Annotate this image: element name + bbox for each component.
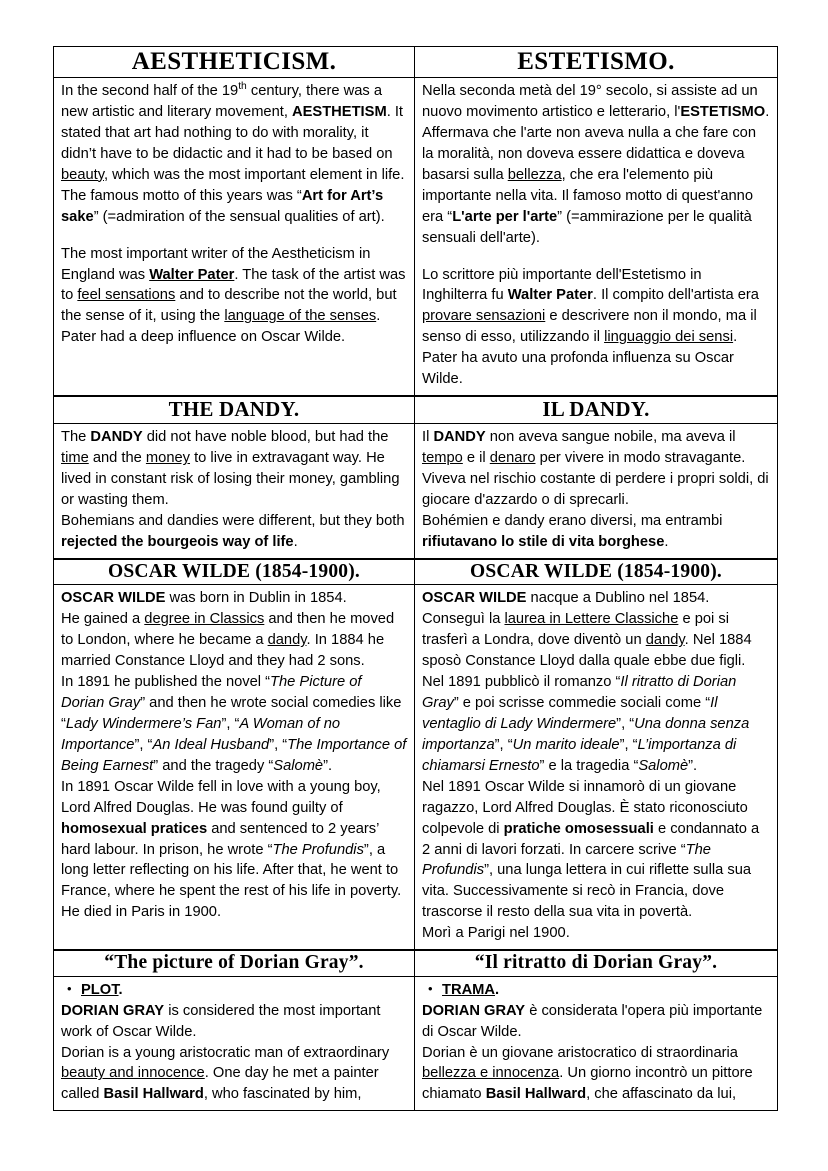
body-cell-oscar-wilde-it [415,585,778,950]
section-title-aestheticism-en: AESTHETICISM. [131,48,337,75]
bold-run: OSCAR WILDE [61,590,166,607]
underline-run: degree in Classics [144,611,265,628]
text-run: The [61,429,91,446]
section-title-dorian-gray-it: “Il ritratto di Dorian Gray”. [474,952,718,974]
underline-run: denaro [489,450,536,467]
text-run: ” and then he wrote social comedies like “ [61,694,402,732]
text-run: and sentenced to 2 years’ hard labour. In prison, he wrote “ [61,820,379,858]
paragraph-aestheticism-it-2 [422,265,770,391]
section-header-row-dorian-gray [54,950,778,976]
underline-run: time [61,450,89,467]
text-run: . Pater ha avuto una profonda influenza su Oscar Wilde. [422,329,738,388]
text-run: to live in extravagant way. He lived in constant risk of losing their money, gambling or wasting them. [61,450,400,508]
text-run: . [664,533,669,550]
header-cell-oscar-wilde-en [54,559,415,585]
section-title-oscar-wilde-en: OSCAR WILDE (1854-1900). [108,560,360,582]
bullet-list-en [61,980,407,1001]
bold-run: Walter Pater [507,287,593,304]
paragraph-dandy-it-1 [422,427,770,511]
text-run: In 1891 he published the novel “ [61,674,271,690]
header-cell-aestheticism-en [54,47,415,78]
text-run: was born in Dublin in 1854. [165,590,347,607]
title-run: The Profundis [272,841,364,858]
text-run: ” e la tragedia “ [539,757,639,774]
text-run: In the second half of the 19 [61,83,239,99]
text-run: Nel 1891 Oscar Wilde si innamorò di un giovane ragazzo, Lord Alfred Douglas. È stato riconosciuto colpevole di [422,778,748,837]
section-title-aestheticism-it: ESTETISMO. [517,48,675,75]
bold-run: . [118,981,123,998]
bold-run: OSCAR WILDE [422,590,527,607]
text-run: Nella seconda metà del 19° secolo, si assiste ad un nuovo movimento artistico e letterario, l' [422,83,758,120]
section-header-row-dandy [54,396,778,424]
header-cell-dorian-gray-it [415,950,778,976]
bilingual-notes-table [53,46,778,1111]
text-run: and then he moved to London, where he became a [61,611,395,649]
text-run: . Un giorno incontrò un pittore chiamato [422,1065,753,1103]
paragraph-dandy-en-2 [61,511,407,553]
title-run: Lady Windermere’s Fan [65,715,222,732]
text-run: Bohemians and dandies were different, but they both [61,512,405,529]
text-run: ”, “ [619,736,638,753]
bold-run: Basil Hallward [103,1086,204,1103]
text-run: ” e poi scrisse commedie sociali come “ [453,694,711,711]
text-run: ”, “ [134,736,153,753]
text-run: ” (=admiration of the sensual qualities of art). [93,208,385,225]
section-header-row-oscar-wilde [54,559,778,585]
bold-run: DANDY [433,429,486,446]
paragraph-dandy-it-2 [422,511,770,553]
text-run: . It stated that art had nothing to do with morality, it didn’t have to be didactic and it had to be based on [61,103,404,162]
body-cell-dandy-en [54,424,415,559]
text-run: , che affascinato da lui, [586,1086,737,1103]
title-run: Un marito ideale [512,736,620,753]
underline-run: money [145,450,191,467]
text-run: Lo scrittore più importante dell'Estetismo in Inghilterra fu [422,266,702,304]
section-title-dandy-en: THE DANDY. [168,397,300,422]
bold-run: rejected the bourgeois way of life [61,533,294,550]
text-run: Conseguì la [422,611,505,628]
underline-run: dandy [267,632,307,649]
paragraph-wilde-it-5: Morì a Parigi nel 1900. [422,925,570,942]
text-run: ”, “ [616,715,635,732]
bold-run: DORIAN GRAY [422,1002,526,1019]
paragraph-wilde-en-3 [61,672,407,777]
text-run: , che era l'elemento più importante nella vita. Il famoso motto di quest'anno era “ [422,166,754,225]
section-body-row-dorian-gray [54,976,778,1111]
underline-run: tempo [422,450,463,467]
section-title-dandy-it: IL DANDY. [542,397,650,422]
paragraph-wilde-en-4 [61,777,407,903]
bold-run: Basil Hallward [485,1086,587,1103]
list-item [81,980,407,1001]
title-run: Il ventaglio di Lady Windermere [422,694,718,732]
body-cell-dorian-gray-en [54,976,415,1111]
bold-run: DORIAN GRAY [61,1002,165,1019]
paragraph-dorian-en-2 [61,1043,407,1106]
bold-run: . [495,981,500,998]
bold-run: rifiutavano lo stile di vita borghese [422,533,665,550]
text-run: per vivere in modo stravagante. Viveva nel rischio costante di perdere i propri soldi, di giocare d'azzardo o di sprecarli. [422,450,769,508]
text-run: è considerata l'opera più importante di Oscar Wilde. [422,1002,763,1040]
underline-run: dandy [645,632,685,649]
text-run: ”, “ [221,715,240,732]
text-run: Nel 1891 pubblicò il romanzo “ [422,674,621,690]
bold-underline-run: Walter Pater [149,266,235,283]
text-run: and the [88,450,146,467]
header-cell-dorian-gray-en [54,950,415,976]
underline-run: provare sensazioni [422,308,546,325]
text-run: e poi si trasferì a Londra, dove diventò un [422,611,729,649]
bold-run: DANDY [90,429,143,446]
text-run: ”, “ [494,736,513,753]
text-run: He gained a [61,611,145,628]
section-body-row-aestheticism [54,78,778,397]
title-run: Il ritratto di Dorian Gray [422,674,737,711]
section-header-row-aestheticism [54,47,778,78]
paragraph-wilde-it-4 [422,777,770,924]
paragraph-wilde-it-3 [422,672,770,777]
text-run: did not have noble blood, but had the [142,429,389,446]
text-run: ”, una lunga lettera in cui riflette sulla sua vita. Successivamente si recò in Francia, dove trascorse il resto della sua vita in povertà. [422,862,752,921]
text-run: ”, a long letter reflecting on his life. After that, he went to France, where he spent the rest of his life in poverty. [61,841,402,900]
underline-run: beauty [61,166,105,183]
title-run: Salomè [273,757,324,774]
text-run: Il [422,429,434,446]
header-cell-aestheticism-it [415,47,778,78]
header-cell-oscar-wilde-it [415,559,778,585]
text-run: Bohémien e dandy erano diversi, ma entrambi [422,512,723,529]
header-cell-dandy-en [54,396,415,424]
section-body-row-oscar-wilde [54,585,778,950]
paragraph-wilde-it-2 [422,609,770,672]
underline-run: feel sensations [77,287,176,304]
text-run: is considered the most important work of Oscar Wilde. [61,1002,381,1040]
text-run: . Affermava che l'arte non aveva nulla a che fare con la moralità, non doveva essere didattica e doveva basarsi sulla [422,103,770,183]
text-run: In 1891 Oscar Wilde fell in love with a young boy, Lord Alfred Douglas. He was found guilty of [61,778,381,816]
paragraph-dandy-en-1 [61,427,407,511]
paragraph-dorian-en-1 [61,1001,407,1043]
body-cell-dorian-gray-it [415,976,778,1111]
body-cell-oscar-wilde-en [54,585,415,950]
paragraph-wilde-en-2 [61,609,407,672]
bold-run: pratiche omosessuali [503,820,654,837]
text-run: nacque a Dublino nel 1854. [526,590,710,607]
bold-underline-run: PLOT [81,981,119,998]
paragraph-wilde-it-1 [422,588,770,609]
notes-sheet [53,46,777,1111]
title-run: The Importance of Being Earnest [61,736,407,774]
bold-run: ESTETISMO [680,103,766,120]
text-run: , who fascinated by him, [203,1086,362,1103]
paragraph-aestheticism-en-2 [61,244,407,349]
text-run: e il [462,450,490,467]
underline-run: beauty and innocence [61,1065,205,1082]
text-run: ”, “ [269,736,288,753]
title-run: Una donna senza importanza [422,715,750,753]
text-run: . Il compito dell'artista era [592,287,759,304]
text-run: . Pater had a deep influence on Oscar Wilde. [61,308,381,346]
bold-run: L'arte per l'arte [452,208,558,225]
paragraph-dorian-it-1 [422,1001,770,1043]
title-run: The Picture of Dorian Gray [61,674,362,711]
title-run: The Profundis [422,841,711,879]
section-body-row-dandy [54,424,778,559]
text-run: . Nel 1884 sposò Constance Lloyd dalla quale ebbe due figli. [422,632,752,670]
text-run: non aveva sangue nobile, ma aveva il [485,429,736,446]
paragraph-aestheticism-it-1 [422,81,770,249]
text-run: , which was the most important element in life. The famous motto of this years was “ [61,166,405,204]
paragraph-wilde-en-1 [61,588,407,609]
underline-run: laurea in Lettere Classiche [504,611,679,628]
bold-underline-run: TRAMA [442,981,496,998]
underline-run: language of the senses [224,308,377,325]
text-run: ”. [688,757,698,774]
body-cell-dandy-it [415,424,778,559]
title-run: An Ideal Husband [152,736,270,753]
text-run: ”. [323,757,333,774]
text-run: e condannato a 2 anni di lavori forzati. In carcere scrive “ [422,820,760,858]
bold-run: AESTHETISM [292,103,387,120]
text-run: The most important writer of the Aestheticism in England was [61,245,371,283]
underline-run: linguaggio dei sensi [604,329,734,346]
bold-run: Art for Art’s sake [61,187,384,225]
underline-run: bellezza [507,166,562,183]
title-run: L’importanza di chiamarsi Ernesto [422,736,737,774]
title-run: A Woman of no Importance [61,715,341,753]
text-run: and to describe not the world, but the sense of it, using the [61,287,397,325]
text-run: ” and the tragedy “ [153,757,274,774]
text-run: century, there was a new artistic and literary movement, [61,83,383,120]
text-run: Dorian is a young aristocratic man of extraordinary [61,1044,390,1061]
text-run: Dorian è un giovane aristocratico di straordinaria [422,1044,738,1061]
header-cell-dandy-it [415,396,778,424]
text-run: . One day he met a painter called [61,1065,379,1103]
bold-run: homosexual pratices [61,820,208,837]
paragraph-dorian-it-2 [422,1043,770,1106]
body-cell-aestheticism-it [415,78,778,397]
section-title-oscar-wilde-it: OSCAR WILDE (1854-1900). [470,560,722,582]
body-cell-aestheticism-en [54,78,415,397]
text-run: . [293,533,298,550]
text-run: . The task of the artist was to [61,266,406,304]
text-run: . In 1884 he married Constance Lloyd and they had 2 sons. [61,632,385,670]
text-run: e descrivere non il mondo, ma il senso di esso, utilizzando il [422,308,757,346]
list-item [442,980,770,1001]
title-run: Salomè [638,757,689,774]
paragraph-wilde-en-5: He died in Paris in 1900. [61,904,222,921]
underline-run: bellezza e innocenza [422,1065,560,1082]
ordinal-suffix: th [238,81,247,93]
text-run: ” (=ammirazione per le qualità sensuali dell'arte). [422,208,752,246]
section-title-dorian-gray-en: “The picture of Dorian Gray”. [104,952,364,974]
bullet-list-it [422,980,770,1001]
paragraph-aestheticism-en-1 [61,81,407,228]
